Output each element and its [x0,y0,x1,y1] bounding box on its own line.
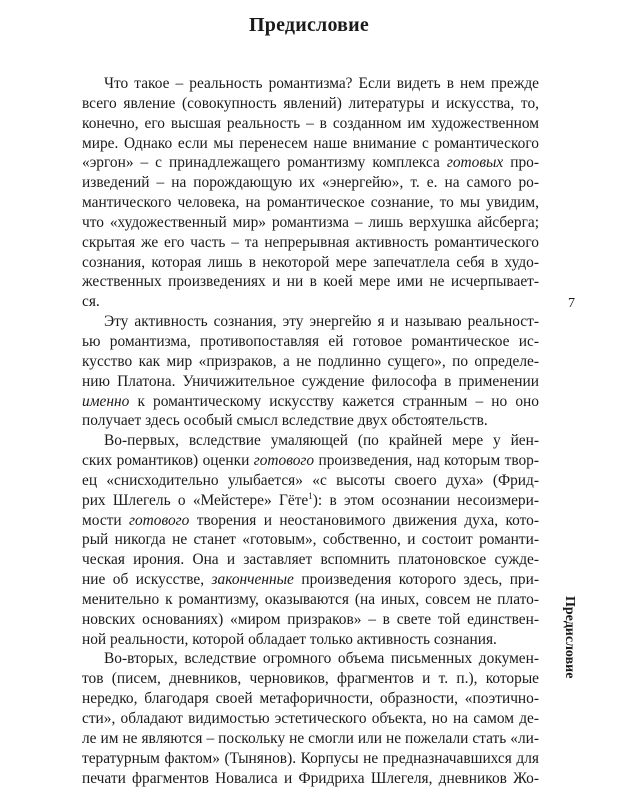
text-line: ле им не являются – поскольку не смогли или не пожелали стать «ли- [82,729,539,747]
text-line: кусство как мир «призраков, а не подлинно сущего», по определе- [82,352,539,370]
page-number: 7 [568,296,575,311]
text-line: ью романтизма, противопоставляя ей готовое романтическое ис- [82,332,539,350]
text-line: получает здесь особый смысл вследствие двух обстоятельств. [82,412,488,430]
paragraph-first-circumstance [82,431,539,649]
text-line: сознания, которая лишь в некоторой мере запечатлела себя в худо- [82,253,539,271]
text-line: Во-вторых, вследствие огромного объема письменных докумен- [104,650,539,668]
text-line: ся. [82,293,100,311]
text-line: Что такое – реальность романтизма? Если видеть в нем прежде [104,75,539,92]
text-line: тов (писем, дневников, черновиков, фрагментов и т. п.), которые [82,670,539,688]
text-line: ческая ирония. Она и заставляет вспомнить платоновское сужде- [82,551,539,569]
text-line: изведений – на порождающую их «энергейю», т. е. на самого ро- [82,174,539,192]
paragraph-activity-of-consciousness [82,312,539,431]
text-line: ец «снисходительно улыбается» «с высоты своего духа» (Фрид- [82,471,539,489]
text-line: ских романтиков) оценки готового произведения, над которым твор- [82,452,539,470]
text-line: что «художественный мир» романтизма – лишь верхушка айсберга; [82,213,539,231]
text-line: конечно, его высшая реальность – в созданном им художественном [82,114,539,132]
paragraph-second-circumstance [82,649,539,788]
text-line: Во-первых, вследствие умаляющей (по крайней мере у йен- [104,432,539,450]
text-line: менительно к романтизму, оказываются (на иных, совсем не плато- [82,590,539,608]
text-line: «эргон» – с принадлежащего романтизму комплекса готовых про- [82,154,539,172]
text-line: скрытая же его часть – та непрерывная активность романтического [82,233,539,251]
text-line: ной реальности, которой обладает только активность сознания. [82,630,497,648]
text-line: печати фрагментов Новалиса и Фридриха Шлегеля, дневников Жо- [82,769,539,787]
text-line: мости готового творения и неостановимого движения духа, кото- [82,511,539,529]
text-line: жественных произведениях и ни в коей мере ими не исчерпывает- [82,273,539,291]
text-line: нередко, благодаря своей метафоричности, образности, «поэтично- [82,690,539,708]
text-line: сти», обладают видимостью эстетического объекта, но на самом де- [82,710,539,727]
body-text [82,74,539,788]
text-line: мантического человека, на романтическое сознание, то мы увидим, [82,194,539,212]
text-line: новских основаниях) «миром призраков» – в свете той единствен- [82,610,539,628]
paragraph-reality-of-romanticism [82,74,539,312]
text-line: тературным фактом» (Тынянов). Корпусы не предназначавшихся для [82,749,539,767]
text-line: рый никогда не станет «готовым», собственно, и состоит романти- [82,531,539,549]
text-line: нию Платона. Уничижительное суждение философа в применении [82,372,539,390]
text-line: рих Шлегель о «Мейстере» Гёте$^1$): в этом осознании несоизмери- [82,490,539,509]
text-line: именно к романтическому искусству кажется странным – но оно [82,392,539,410]
running-head: Предисловие [562,596,577,679]
text-line: всего явление (совокупность явлений) литературы и искусства, то, [82,94,539,112]
text-line: ние об искусстве, законченные произведения которого здесь, при- [82,571,539,589]
page-title: Предисловие [249,14,369,36]
text-line: мире. Однако если мы перенесем наше внимание с романтического [82,134,539,152]
text-line: Эту активность сознания, эту энергейю я и называю реальност- [104,313,539,331]
